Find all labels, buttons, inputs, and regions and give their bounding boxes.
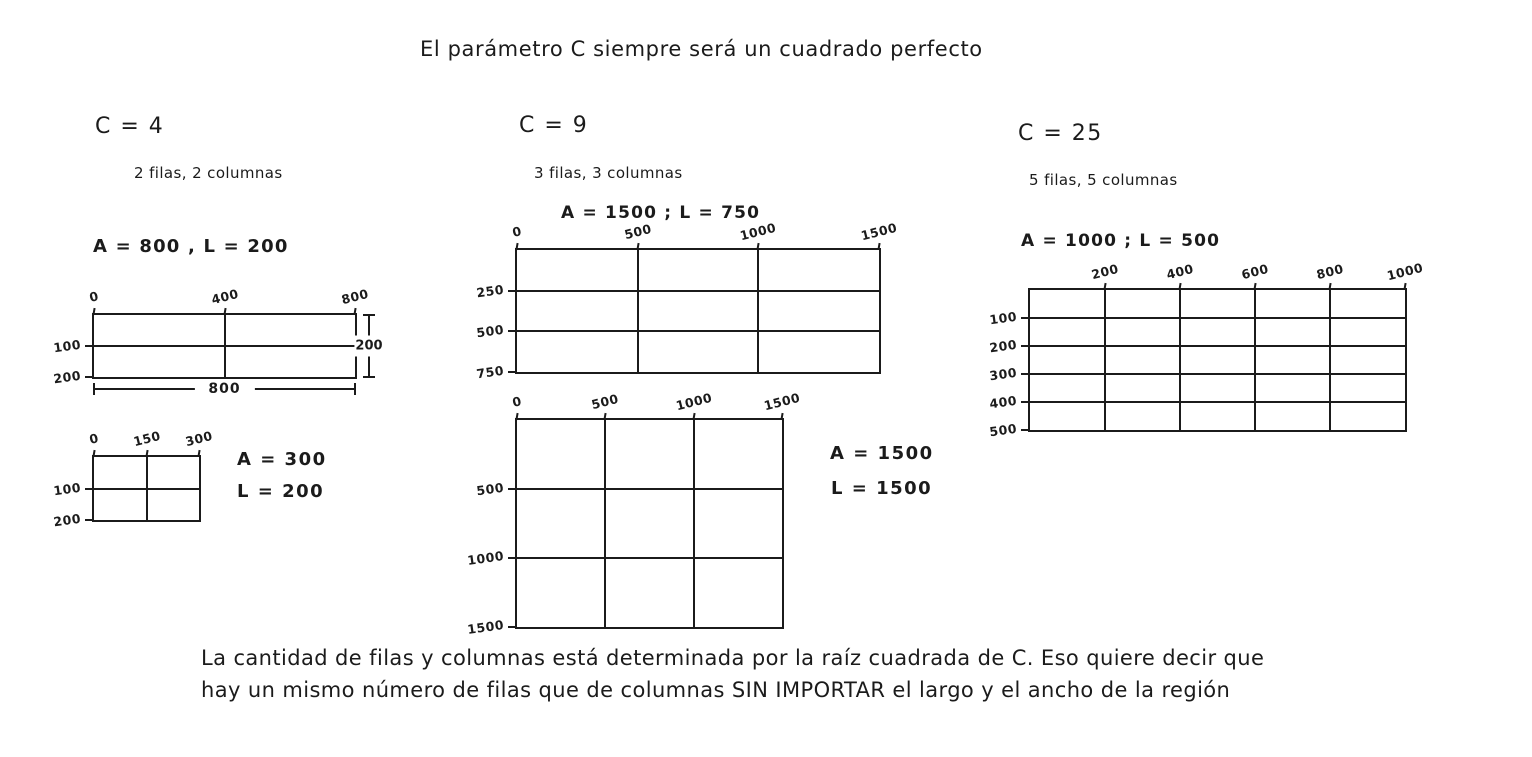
y-axis-tick-mark [508,557,515,559]
x-axis-tick-mark [223,308,226,315]
x-axis-tick-label: 400 [209,285,240,308]
grid-line-horizontal [517,488,782,490]
section-c4-subtitle: 2 filas, 2 columnas [134,164,283,182]
x-axis-tick-mark [1103,283,1106,290]
x-axis-tick-label: 400 [1164,260,1196,283]
y-axis-tick-mark [85,488,92,490]
x-axis-tick-label: 0 [87,288,101,305]
x-axis-tick-mark [877,243,880,250]
x-axis-tick-mark [92,450,95,457]
right-dimension-label: 200 [354,336,383,357]
y-axis-tick-mark [1021,373,1028,375]
x-axis-tick-mark [353,308,356,315]
c4-grid2-length-label: L = 200 [237,481,325,502]
section-c25-heading: C = 25 [1018,121,1103,146]
x-axis-tick-mark [780,413,783,420]
x-axis-tick-label: 800 [339,285,371,308]
x-axis-tick-mark [197,450,200,457]
x-axis-tick-label: 1000 [673,389,714,414]
grid-line-horizontal [1030,401,1405,403]
x-axis-tick-label: 150 [131,427,162,450]
y-axis-tick-mark [85,376,92,378]
x-axis-tick-label: 800 [1314,260,1346,283]
grid-line-horizontal [517,557,782,559]
y-axis-tick-label: 400 [988,392,1018,412]
y-axis-tick-mark [508,488,515,490]
y-axis-tick-mark [85,345,92,347]
y-axis-tick-mark [1021,345,1028,347]
c25-grid-1000x500 [988,259,1425,440]
grid-line-vertical [604,420,606,627]
y-axis-tick-label: 100 [988,308,1018,328]
x-axis-tick-label: 200 [1089,260,1121,283]
x-axis-tick-mark [515,243,518,250]
c9-grid-1500x1500 [466,389,802,637]
grid-line-vertical [1179,290,1181,430]
c4-grid2-area-label: A = 300 [237,449,327,470]
y-axis-tick-label: 1000 [466,547,505,568]
x-axis-tick-label: 1500 [859,219,899,244]
grid-line-horizontal [1030,317,1405,319]
x-axis-tick-label: 0 [87,430,101,447]
x-axis-tick-label: 600 [1239,260,1271,283]
section-c9-subtitle: 3 filas, 3 columnas [534,164,683,182]
grid-line-horizontal [94,488,199,490]
c4-grid-300x200 [52,427,215,530]
x-axis-tick-mark [1403,283,1406,290]
y-axis-tick-label: 500 [475,479,505,499]
x-axis-tick-mark [692,413,695,420]
c9-grid1-dimensions-label: A = 1500 ; L = 750 [561,203,761,223]
x-axis-tick-label: 500 [590,390,621,413]
grid-line-vertical [637,250,639,372]
y-axis-tick-label: 250 [475,281,505,301]
x-axis-tick-mark [636,243,639,250]
y-axis-tick-label: 200 [988,336,1018,356]
grid-line-vertical [1329,290,1331,430]
c9-grid-1500x750 [475,219,899,382]
grid-line-vertical [1104,290,1106,430]
y-axis-tick-mark [508,626,515,628]
x-axis-tick-mark [1253,283,1256,290]
bottom-dimension-label: 800 [194,381,254,397]
c4-grid-800x200 [52,285,383,397]
y-axis-tick-mark [508,371,515,373]
y-axis-tick-mark [508,330,515,332]
y-axis-tick-label: 500 [988,420,1018,440]
y-axis-tick-mark [1021,401,1028,403]
x-axis-tick-mark [757,243,760,250]
x-axis-tick-label: 0 [510,223,524,240]
grid-line-horizontal [1030,345,1405,347]
x-axis-tick-mark [92,308,95,315]
grid-line-vertical [757,250,759,372]
y-axis-tick-label: 100 [52,336,82,356]
c9-grid2-length-label: L = 1500 [831,478,933,499]
y-axis-tick-label: 200 [52,367,82,387]
y-axis-tick-label: 750 [475,362,505,382]
footer-line-2: hay un mismo número de filas que de columnas SIN IMPORTAR el largo y el ancho de la región [201,678,1231,702]
x-axis-tick-mark [604,413,607,420]
x-axis-tick-mark [145,450,148,457]
y-axis-tick-mark [85,519,92,521]
section-c25-subtitle: 5 filas, 5 columnas [1029,171,1178,189]
y-axis-tick-label: 1500 [466,617,505,637]
y-axis-tick-mark [1021,429,1028,431]
x-axis-tick-label: 1500 [762,389,802,414]
page-title: El parámetro C siempre será un cuadrado perfecto [420,37,983,61]
x-axis-tick-label: 300 [183,427,215,450]
x-axis-tick-mark [1328,283,1331,290]
y-axis-tick-label: 200 [52,510,82,530]
grid-line-horizontal [94,345,355,347]
y-axis-tick-mark [1021,317,1028,319]
y-axis-tick-label: 100 [52,479,82,498]
grid-line-horizontal [1030,373,1405,375]
section-c9-heading: C = 9 [519,113,589,138]
footer-line-1: La cantidad de filas y columnas está determinada por la raíz cuadrada de C. Eso quiere decir que [201,646,1265,670]
x-axis-tick-label: 0 [510,393,524,410]
c9-grid2-area-label: A = 1500 [830,443,934,464]
x-axis-tick-label: 500 [622,220,653,243]
x-axis-tick-label: 1000 [738,219,778,244]
grid-line-horizontal [517,330,879,332]
y-axis-tick-label: 300 [988,364,1018,384]
x-axis-tick-mark [1178,283,1181,290]
x-axis-tick-mark [515,413,518,420]
x-axis-tick-label: 1000 [1385,259,1425,284]
section-c4-heading: C = 4 [95,114,165,139]
grid-line-vertical [693,420,695,627]
y-axis-tick-mark [508,290,515,292]
grid-line-horizontal [517,290,879,292]
c25-grid-dimensions-label: A = 1000 ; L = 500 [1021,231,1221,251]
c4-grid1-dimensions-label: A = 800 , L = 200 [93,236,289,257]
y-axis-tick-label: 500 [475,321,505,341]
grid-line-vertical [1254,290,1256,430]
